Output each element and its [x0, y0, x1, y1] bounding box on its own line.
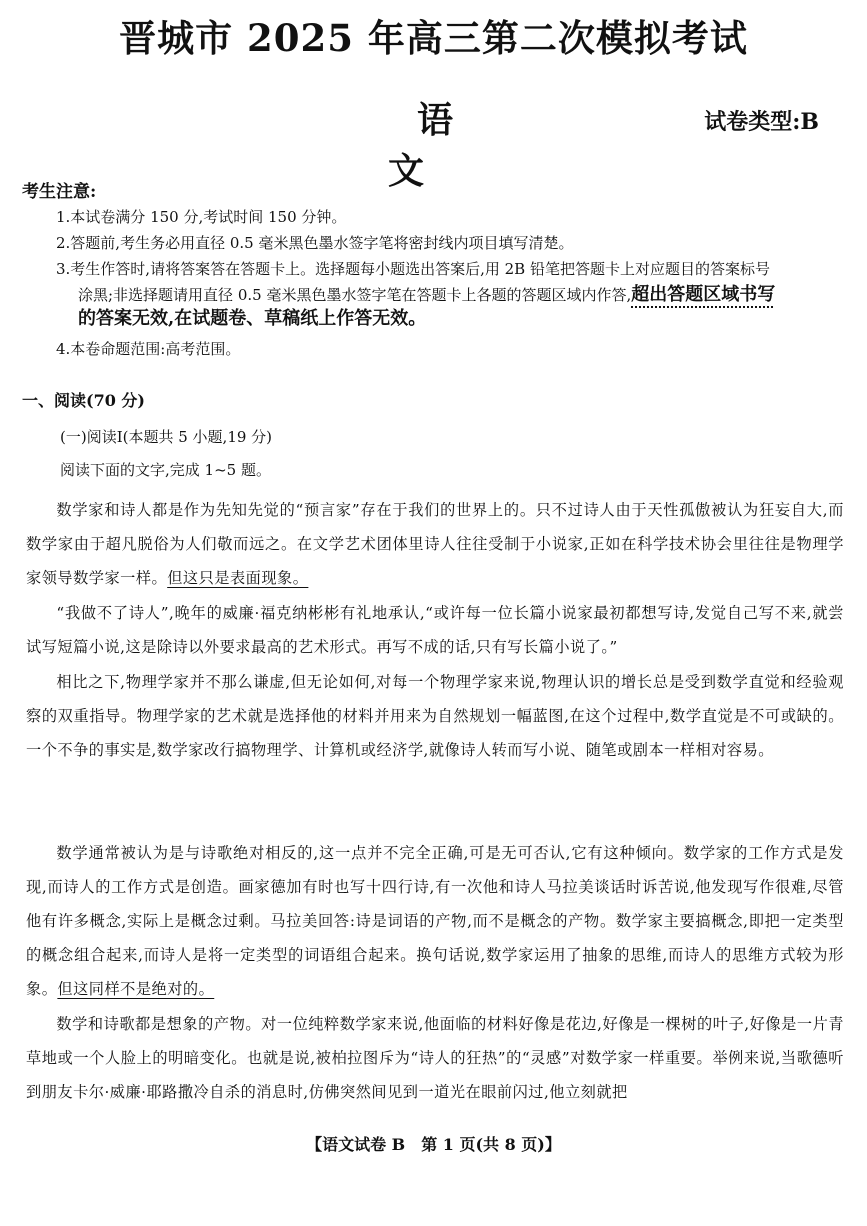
passage-paragraph-2: “我做不了诗人”,晚年的威廉·福克纳彬彬有礼地承认,“或许每一位长篇小说家最初都想写诗,发觉自己写不来,就尝试写短篇小说,这是除诗以外要求最高的艺术形式。再写不成的话,只有写长篇小说了。”	[26, 604, 844, 656]
exam-title: 晋城市 2025 年高三第二次模拟考试	[119, 16, 748, 60]
paragraph-4-text: 数学通常被认为是与诗歌绝对相反的,这一点并不完全正确,可是无可否认,它有这种倾向。数学家的工作方式是发现,而诗人的工作方式是创造。画家德加有时也写十四行诗,有一次他和诗人马拉美谈话时诉苦说,他发现写作很难,尽管他有许多概念,实际上是概念过剩。马拉美回答:诗是词语的产物,而不是概念的产物。数学家主要搞概念,即把一定类型的概念组合起来,而诗人是将一定类型的词语组合起来。换句话说,数学家运用了抽象的思维,而诗人的思维方式较为形象。	[26, 844, 844, 998]
passage-paragraph-4	[26, 836, 844, 1006]
subject-title: 语文	[387, 99, 511, 192]
notice-item-3-line-1: 3.考生作答时,请将答案答在答题卡上。选择题每小题选出答案后,用 2B 铅笔把答题卡上对应题目的答案标号	[56, 260, 770, 278]
section-heading: 一、阅读(70 分)	[22, 391, 145, 410]
page-footer: 【语文试卷 B 第 1 页(共 8 页)】	[306, 1135, 561, 1154]
notice-item-2: 2.答题前,考生务必用直径 0.5 毫米黑色墨水签字笔将密封线内项目填写清楚。	[56, 234, 574, 252]
passage-paragraph-3: 相比之下,物理学家并不那么谦虚,但无论如何,对每一个物理学家来说,物理认识的增长总是受到数学直觉和经验观察的双重指导。物理学家的艺术就是选择他的材料并用来为自然规划一幅蓝图,在这个过程中,数学直觉是不可或缺的。一个不争的事实是,数学家改行搞物理学、计算机或经济学,就像诗人转而写小说、随笔或剧本一样相对容易。	[26, 673, 844, 759]
notice-item-3-emphasis-1: 超出答题区域书写	[631, 284, 776, 305]
passage-paragraph-5: 数学和诗歌都是想象的产物。对一位纯粹数学家来说,他面临的材料好像是花边,好像是一棵树的叶子,好像是一片青草地或一个人脸上的明暗变化。也就是说,被柏拉图斥为“诗人的狂热”的“灵感”对数学家一样重要。举例来说,当歌德听到朋友卡尔·威廉·耶路撒冷自杀的消息时,仿佛突然间见到一道光在眼前闪过,他立刻就把	[26, 1015, 844, 1101]
notice-item-4: 4.本卷命题范围:高考范围。	[56, 340, 241, 358]
notice-item-1: 1.本试卷满分 150 分,考试时间 150 分钟。	[56, 208, 347, 226]
paragraph-1-underlined: 但这只是表面现象。	[167, 569, 309, 587]
paper-type-label: 试卷类型:B	[704, 109, 819, 135]
notice-item-3-emphasis-2: 的答案无效,在试题卷、草稿纸上作答无效。	[78, 308, 427, 329]
sub-section-heading: (一)阅读Ⅰ(本题共 5 小题,19 分)	[60, 428, 273, 446]
paragraph-1-text: 数学家和诗人都是作为先知先觉的“预言家”存在于我们的世界上的。只不过诗人由于天性孤傲被认为狂妄自大,而数学家由于超凡脱俗为人们敬而远之。在文学艺术团体里诗人往往受制于小说家,正如在科学技术协会里往往是物理学家领导数学家一样。	[26, 501, 844, 587]
notice-item-3-line-2	[78, 282, 775, 308]
paragraph-4-underlined: 但这同样不是绝对的。	[57, 980, 215, 998]
reading-instruction: 阅读下面的文字,完成 1~5 题。	[60, 461, 271, 479]
passage-paragraph-1	[26, 493, 844, 595]
notice-heading: 考生注意:	[22, 182, 97, 202]
notice-item-3-plain: 涂黑;非选择题请用直径 0.5 毫米黑色墨水签字笔在答题卡上各题的答题区域内作答,	[78, 286, 632, 304]
notice-item-3-line-3	[78, 306, 426, 332]
